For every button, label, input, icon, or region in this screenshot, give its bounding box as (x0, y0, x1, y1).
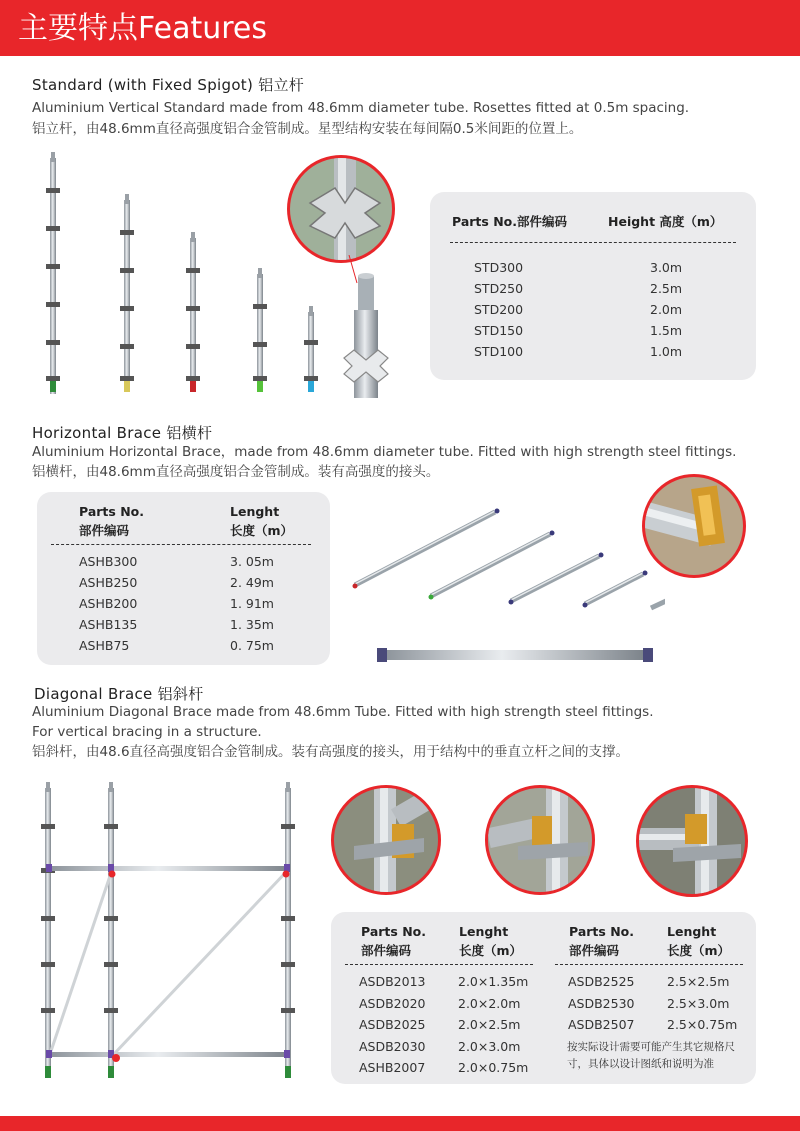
diagonal-left-row-part-1: ASDB2020 (359, 995, 426, 1011)
standard-row-part-4: STD100 (474, 344, 524, 359)
divider (555, 964, 743, 965)
standard-row-part-0: STD300 (474, 260, 524, 275)
standard-title: Standard (with Fixed Spigot) 铝立杆 (32, 76, 305, 94)
horizontal-row-value-1: 2. 49m (230, 575, 274, 590)
standard-row-part-1: STD250 (474, 281, 524, 296)
standard-1-5m (253, 268, 267, 392)
horizontal-spec-table (37, 492, 330, 665)
diagonal-right-row-part-1: ASDB2530 (568, 995, 635, 1011)
diagonal-spec-table (331, 912, 756, 1084)
diagonal-col-length-cn-right: 长度（m） (667, 943, 731, 958)
diagonal-col-parts-en: Parts No. (361, 924, 426, 939)
diagonal-col-parts-cn: 部件编码 (361, 943, 412, 958)
standard-row-part-2: STD200 (474, 302, 524, 317)
diagonal-left-row-part-2: ASDB2025 (359, 1017, 426, 1032)
standard-row-value-4: 1.0m (650, 344, 683, 359)
standard-1m (304, 306, 318, 392)
diagonal-left-row-value-4: 2.0×0.75m (458, 1060, 529, 1075)
diagonal-left-row-part-0: ASDB2013 (359, 974, 426, 989)
standard-desc-cn: 铝立杆，由48.6mm直径高强度铝合金管制成。星型结构安装在每间隔0.5米间距的位置上。 (32, 121, 583, 137)
horizontal-row-part-1: ASHB250 (79, 575, 138, 590)
diagonal-col-length-en-right: Lenght (667, 924, 717, 939)
spec-note-line1: 按实际设计需要可能产生其它规格尺 (567, 1041, 735, 1053)
standard-spec-table (430, 192, 756, 380)
diagonal-fitting-closeup-1 (331, 785, 441, 895)
diagonal-right-row-value-2: 2.5×0.75m (667, 1017, 738, 1032)
standard-col-parts: Parts No.部件编码 (452, 214, 567, 229)
ledger-side-view (377, 648, 653, 662)
standard-col-height: Height 高度（m） (608, 214, 723, 229)
diagonal-desc-cn: 铝斜杆，由48.6直径高强度铝合金管制成。装有高强度的接头，用于结构中的垂直立杆之间的支撑。 (32, 744, 630, 760)
standard-row-value-1: 2.5m (650, 281, 683, 296)
standard-desc-en: Aluminium Vertical Standard made from 48.6mm diameter tube. Rosettes fitted at 0.5m spacing. (32, 100, 690, 116)
divider (450, 242, 736, 243)
horizontal-row-value-0: 3. 05m (230, 554, 274, 569)
page-title: 主要特点Features (18, 11, 267, 46)
horizontal-row-part-2: ASHB200 (79, 596, 138, 611)
diagonal-desc-en1: Aluminium Diagonal Brace made from 48.6mm Tube. Fitted with high strength steel fittings. (32, 704, 654, 720)
horizontal-row-part-0: ASHB300 (79, 554, 138, 569)
horizontal-row-part-4: ASHB75 (79, 638, 130, 653)
ledger-fitting-closeup (642, 474, 746, 578)
standard-row-part-3: STD150 (474, 323, 524, 338)
horizontal-col-parts-en: Parts No. (79, 504, 144, 519)
standard-row-value-2: 2.0m (650, 302, 683, 317)
rosette-closeup (287, 155, 395, 263)
ledger-0-75m (651, 594, 665, 608)
ledger-1-35m (583, 571, 648, 608)
diagonal-right-row-part-2: ASDB2507 (568, 1017, 635, 1032)
horizontal-col-length-cn: 长度（m） (230, 523, 294, 538)
diagonal-right-row-value-1: 2.5×3.0m (667, 995, 730, 1011)
diagonal-title: Diagonal Brace 铝斜杆 (34, 685, 204, 703)
ledger-2m (509, 553, 604, 605)
horizontal-desc-en: Aluminium Horizontal Brace，made from 48.6mm diameter tube. Fitted with high strength steel fittings. (32, 444, 737, 460)
scaffold-frame-illustration (30, 782, 310, 1082)
spec-note-line2: 寸，具体以设计图纸和说明为准 (567, 1058, 714, 1070)
horizontal-col-parts-cn: 部件编码 (79, 523, 130, 538)
diagonal-col-length-en: Lenght (459, 924, 509, 939)
diagonal-right-row-value-0: 2.5×2.5m (667, 974, 730, 989)
diagonal-left-row-value-2: 2.0×2.5m (458, 1017, 521, 1032)
diagonal-desc-en2: For vertical bracing in a structure. (32, 724, 262, 740)
footer-bar (0, 1116, 800, 1131)
diagonal-fitting-closeup-3 (636, 785, 748, 897)
diagonal-left-row-value-0: 2.0×1.35m (458, 974, 529, 989)
diagonal-left-row-value-1: 2.0×2.0m (458, 995, 521, 1011)
diagonal-col-parts-en-right: Parts No. (569, 924, 634, 939)
standards-illustration (30, 150, 330, 400)
divider (345, 964, 533, 965)
ledger-3m (353, 509, 500, 589)
horizontal-row-part-3: ASHB135 (79, 617, 138, 632)
diagonal-col-length-cn: 长度（m） (459, 943, 523, 958)
horizontal-row-value-2: 1. 91m (230, 596, 274, 611)
diagonal-left-row-part-3: ASDB2030 (359, 1038, 426, 1054)
diagonal-left-row-part-4: ASHB2007 (359, 1060, 426, 1075)
spigot-detail (340, 270, 400, 400)
horizontal-row-value-4: 0. 75m (230, 638, 274, 653)
horizontal-desc-cn: 铝横杆，由48.6mm直径高强度铝合金管制成。装有高强度的接头。 (32, 464, 440, 480)
diagonal-right-row-part-0: ASDB2525 (568, 974, 635, 989)
diagonal-col-parts-cn-right: 部件编码 (569, 943, 620, 958)
standard-3m (46, 152, 60, 394)
divider (51, 544, 311, 545)
diagonal-left-row-value-3: 2.0×3.0m (458, 1038, 521, 1054)
diagonal-fitting-closeup-2 (485, 785, 595, 895)
horizontal-row-value-3: 1. 35m (230, 617, 274, 632)
standard-row-value-0: 3.0m (650, 260, 683, 275)
horizontal-braces-illustration (345, 500, 665, 670)
horizontal-title: Horizontal Brace 铝横杆 (32, 424, 213, 442)
header-bar (0, 0, 800, 56)
standard-2-5m (120, 194, 134, 392)
horizontal-col-length-en: Lenght (230, 504, 280, 519)
standard-2m (186, 232, 200, 392)
standard-row-value-3: 1.5m (650, 323, 683, 338)
